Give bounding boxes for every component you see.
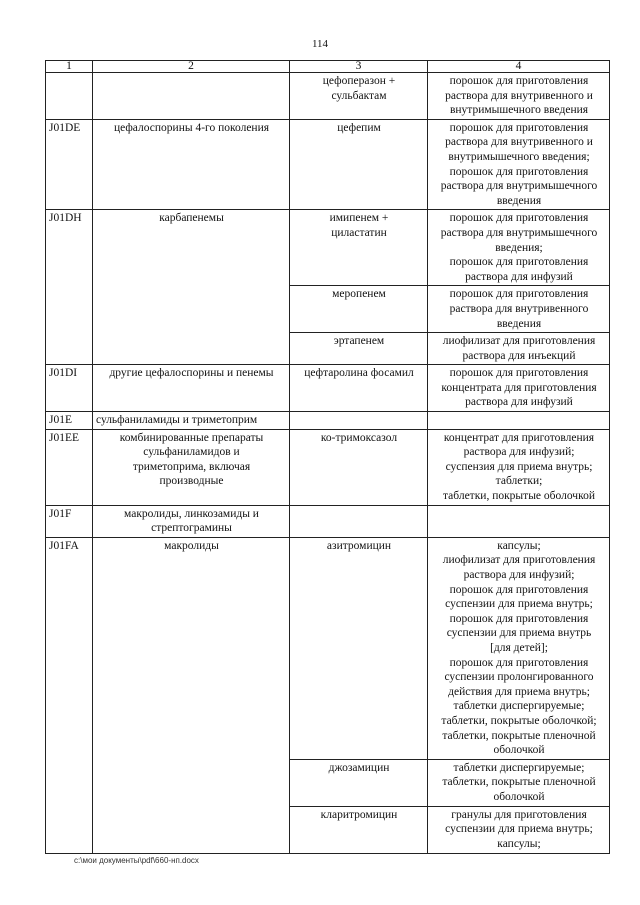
- table-row: [46, 73, 610, 120]
- drug-table: [45, 60, 610, 854]
- table-row: [46, 412, 610, 430]
- atc-code: J01DE: [46, 119, 93, 210]
- drug-name: эртапенем: [290, 333, 428, 365]
- group-name: цефалоспорины 4-го поколения: [93, 119, 290, 210]
- dosage-form: порошок для приготовления раствора для внутривенного введения: [428, 286, 610, 333]
- group-name: комбинированные препараты сульфаниламидов и триметоприма, включая производные: [93, 429, 290, 505]
- drug-name: [290, 505, 428, 537]
- group-name: макролиды: [93, 537, 290, 853]
- atc-code: J01DH: [46, 210, 93, 365]
- atc-code: J01E: [46, 412, 93, 430]
- group-name: карбапенемы: [93, 210, 290, 365]
- group-name: сульфаниламиды и триметоприм: [93, 412, 290, 430]
- table-row: [46, 505, 610, 537]
- table-row: [46, 429, 610, 505]
- dosage-form: гранулы для приготовления суспензии для приема внутрь; капсулы;: [428, 806, 610, 853]
- column-header: 3: [290, 61, 428, 73]
- column-header: 4: [428, 61, 610, 73]
- drug-name: джозамицин: [290, 759, 428, 806]
- drug-name: [290, 412, 428, 430]
- group-name: макролиды, линкозамиды и стрептограмины: [93, 505, 290, 537]
- atc-code: J01DI: [46, 365, 93, 412]
- column-header: 2: [93, 61, 290, 73]
- dosage-form: капсулы; лиофилизат для приготовления раствора для инфузий; порошок для приготовления суспензии для приема внутрь; порошок для приготовления суспензии для приема внутрь [для детей]; порошок для приготовления суспензии пролонгированного действия для приема внутрь; таблетки диспергируемые; таблетки, покрытые оболочкой; таблетки, покрытые пленочной оболочкой: [428, 537, 610, 759]
- column-header-row: [46, 61, 610, 73]
- drug-name: ко-тримоксазол: [290, 429, 428, 505]
- drug-name: меропенем: [290, 286, 428, 333]
- group-name: другие цефалоспорины и пенемы: [93, 365, 290, 412]
- drug-name: имипенем + циластатин: [290, 210, 428, 286]
- table-row: [46, 365, 610, 412]
- table-row: [46, 119, 610, 210]
- page-number: 114: [311, 38, 329, 50]
- dosage-form: [428, 412, 610, 430]
- table-row: [46, 210, 610, 286]
- column-header: 1: [46, 61, 93, 73]
- group-name: [93, 73, 290, 120]
- dosage-form: порошок для приготовления раствора для внутривенного и внутримышечного введения; порошок для приготовления раствора для внутримышечного введения: [428, 119, 610, 210]
- file-path-footer: c:\мои документы\pdf\660-нп.docx: [74, 856, 199, 865]
- drug-name: цефоперазон + сульбактам: [290, 73, 428, 120]
- dosage-form: таблетки диспергируемые; таблетки, покрытые пленочной оболочкой: [428, 759, 610, 806]
- atc-code: J01EE: [46, 429, 93, 505]
- dosage-form: порошок для приготовления концентрата для приготовления раствора для инфузий: [428, 365, 610, 412]
- drug-name: цефтаролина фосамил: [290, 365, 428, 412]
- atc-code: J01F: [46, 505, 93, 537]
- drug-name: цефепим: [290, 119, 428, 210]
- table-row: [46, 537, 610, 759]
- dosage-form: [428, 505, 610, 537]
- drug-name: азитромицин: [290, 537, 428, 759]
- dosage-form: концентрат для приготовления раствора для инфузий; суспензия для приема внутрь; таблетки; таблетки, покрытые оболочкой: [428, 429, 610, 505]
- drug-name: кларитромицин: [290, 806, 428, 853]
- dosage-form: лиофилизат для приготовления раствора для инъекций: [428, 333, 610, 365]
- dosage-form: порошок для приготовления раствора для внутривенного и внутримышечного введения: [428, 73, 610, 120]
- atc-code: [46, 73, 93, 120]
- atc-code: J01FA: [46, 537, 93, 853]
- dosage-form: порошок для приготовления раствора для внутримышечного введения; порошок для приготовления раствора для инфузий: [428, 210, 610, 286]
